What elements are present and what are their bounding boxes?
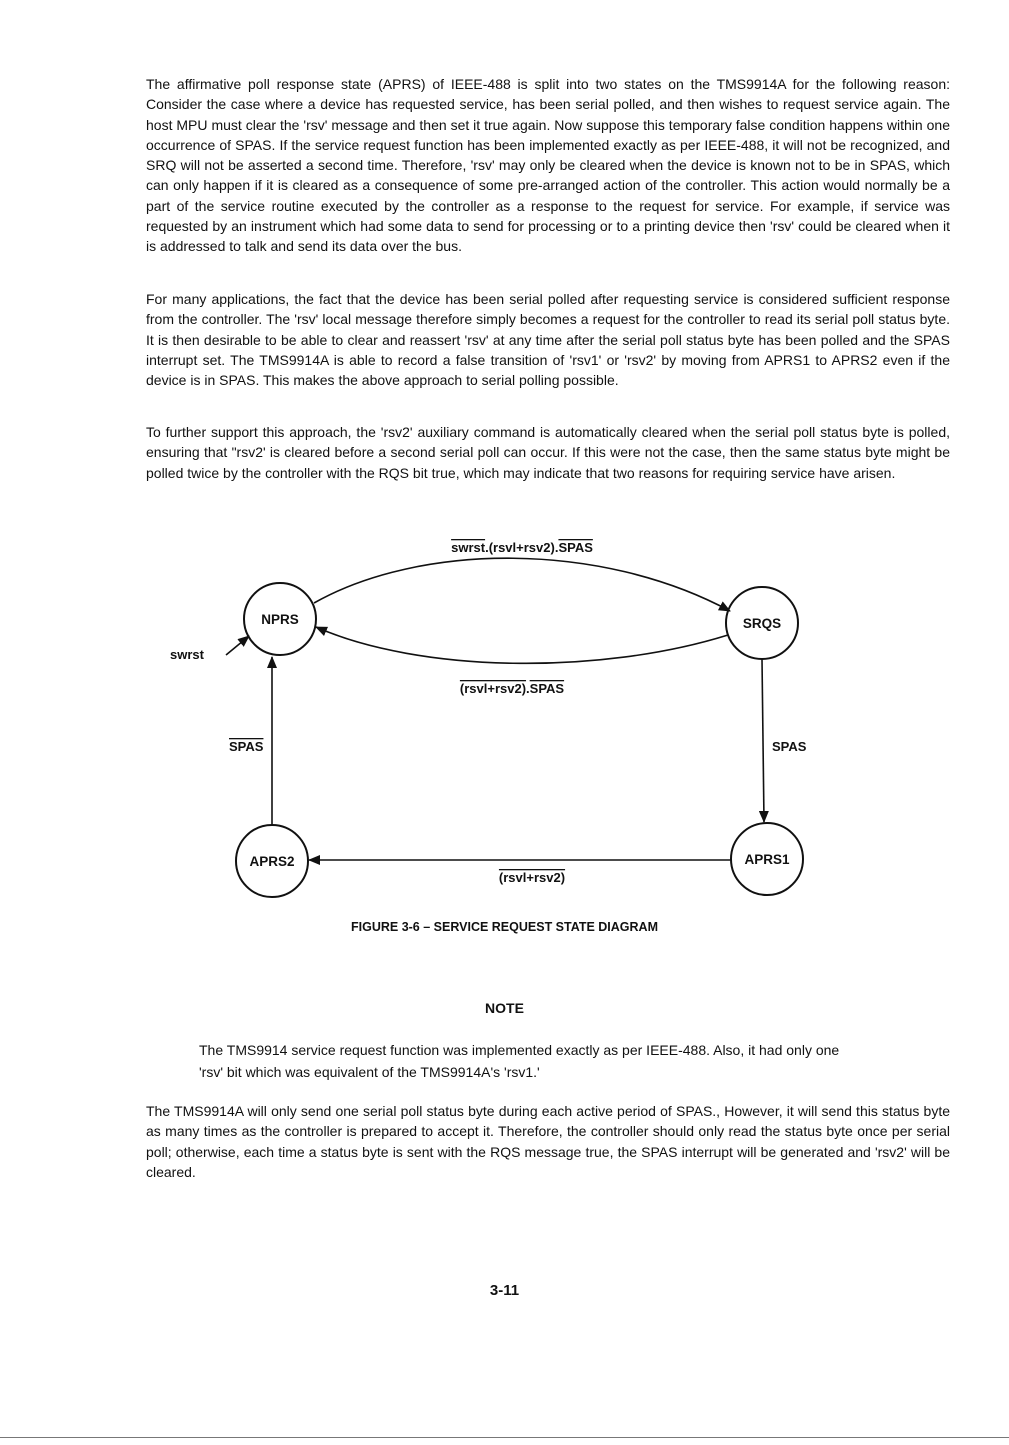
page-number: 3-11	[489, 1282, 520, 1299]
label-nprs-to-srqs-tail: SPAS	[558, 540, 593, 555]
state-aprs2	[236, 825, 308, 897]
paragraph-status-byte: The TMS9914A will only send one serial poll status byte during each active period of SPAS., However, it will send this status byte as many times as the controller is prepared to accept it. Therefore, the controller should only read the status byte once per serial poll; otherwise, each time a status byte is sent with the RQS message true, the SPAS interrupt will be generated and 'rsv2' will be cleared.	[146, 1103, 950, 1180]
figure-caption: FIGURE 3-6 – SERVICE REQUEST STATE DIAGRAM	[351, 920, 658, 934]
note-title: NOTE	[485, 1000, 524, 1016]
transition-srqs-to-aprs1	[762, 659, 764, 822]
label-reset: swrst	[170, 647, 204, 662]
paragraph-serial-poll-applications: For many applications, the fact that the device has been serial polled after requesting service is considered sufficient response from the controller. The 'rsv' local message therefore simply becomes a request for the controller to read its serial poll status byte. It is then desirable to be able to clear and reassert 'rsv' at any time after the serial poll status byte has been polled and the SPAS interrupt set. The TMS9914A is able to record a false transition of 'rsv1' or 'rsv2' by moving from APRS1 to APRS2 even if the device is in SPAS. This makes the above approach to serial polling possible.	[146, 291, 950, 389]
label-nprs-to-srqs-negated: swrst	[451, 540, 486, 555]
label-srqs-to-nprs-middle: .	[526, 681, 530, 696]
state-nprs-label: NPRS	[261, 612, 299, 627]
label-nprs-to-srqs-middle: .(rsvl+rsv2).	[485, 540, 559, 555]
label-aprs1-to-aprs2: (rsvl+rsv2)	[498, 870, 566, 885]
service-request-state-diagram	[0, 525, 1009, 925]
transition-nprs-to-srqs	[314, 558, 730, 611]
label-srqs-to-aprs1: SPAS	[772, 739, 807, 754]
state-srqs	[726, 587, 798, 659]
transition-srqs-to-nprs	[316, 627, 728, 663]
label-aprs2-to-nprs: SPAS	[229, 739, 264, 754]
state-nprs	[244, 583, 316, 655]
note-body: The TMS9914 service request function was implemented exactly as per IEEE-488. Also, it had only one 'rsv' bit which was equivalent of the TMS9914A's 'rsv1.'	[199, 1042, 840, 1080]
bottom-rule	[0, 1437, 1009, 1438]
label-srqs-to-nprs-tail: SPAS	[529, 681, 565, 696]
state-srqs-label: SRQS	[742, 616, 782, 631]
paragraph-rsv2-support: To further support this approach, the 'rsv2' auxiliary command is automatically cleared when the serial poll status byte is polled, ensuring that "rsv2' is cleared before a second serial poll can occur. If this were not the case, then the same status byte might be polled twice by the controller with the RQS bit true, which may indicate that two reasons for requiring service have arisen.	[146, 424, 950, 481]
label-srqs-to-nprs	[460, 681, 565, 696]
state-aprs2-label: APRS2	[249, 854, 295, 869]
paragraph-aprs-explanation: The affirmative poll response state (APRS) of IEEE-488 is split into two states on the TMS9914A for the following reason: Consider the case where a device has requested service, has been serial polled, and then wishes to request service again. The host MPU must clear the 'rsv' message and then set it true again. Now suppose this temporary false condition happens within one occurrence of SPAS. If the service request function has been implemented exactly as per IEEE-488, it will not be recognized, and SRQ will not be asserted a second time. Therefore, 'rsv' may only be cleared when the device is known not to be in SPAS, which can only happen if it is cleared as a consequence of some pre-arranged action of the controller. This action would normally be a part of the service routine executed by the controller as a response to the request for service. For example, if service was requested by an instrument which had some data to send for processing or to a printing device then 'rsv' could be cleared when it is addressed to talk and send its data over the bus.	[146, 76, 950, 255]
transition-reset	[226, 636, 249, 655]
state-aprs1	[731, 823, 803, 895]
state-aprs1-label: APRS1	[744, 852, 790, 867]
label-srqs-to-nprs-negated: (rsvl+rsv2)	[459, 681, 527, 696]
label-nprs-to-srqs	[451, 540, 593, 555]
